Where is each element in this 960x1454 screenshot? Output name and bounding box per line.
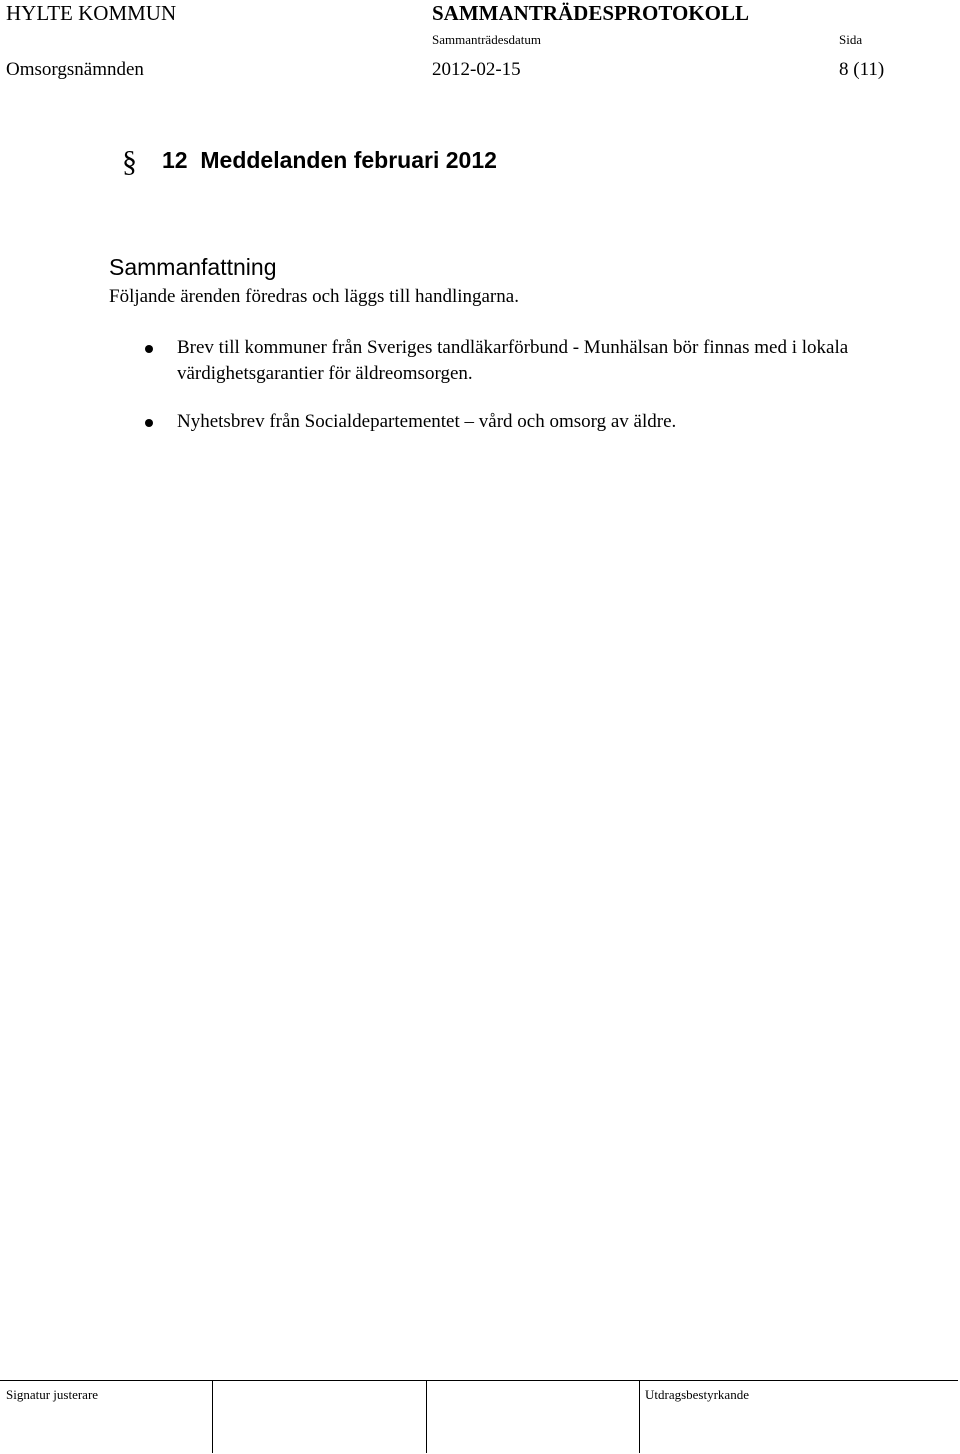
signature-label: Signatur justerare bbox=[6, 1387, 99, 1402]
meeting-date-label: Sammanträdesdatum bbox=[432, 32, 542, 47]
bullet-icon bbox=[145, 419, 153, 427]
section-title: 12 Meddelanden februari 2012 bbox=[162, 147, 497, 173]
extract-certification-label: Utdragsbestyrkande bbox=[645, 1387, 749, 1402]
list-item-text: Nyhetsbrev från Socialdepartementet – vård och omsorg av äldre. bbox=[177, 411, 677, 432]
section-sign-icon: § bbox=[122, 145, 137, 178]
document-type: SAMMANTRÄDESPROTOKOLL bbox=[432, 1, 749, 25]
page-number: 8 (11) bbox=[839, 59, 885, 80]
signature-cell-divider bbox=[639, 1381, 640, 1453]
signature-table bbox=[0, 1380, 958, 1453]
summary-intro: Följande ärenden föredras och läggs till handlingarna. bbox=[109, 286, 519, 307]
signature-cell-divider bbox=[426, 1381, 427, 1453]
board-name: Omsorgsnämnden bbox=[6, 59, 144, 80]
page-label: Sida bbox=[839, 32, 863, 47]
signature-cell-divider bbox=[212, 1381, 213, 1453]
meeting-date: 2012-02-15 bbox=[432, 59, 521, 80]
bullet-icon bbox=[145, 345, 153, 353]
organization-name: HYLTE KOMMUN bbox=[6, 1, 177, 25]
summary-heading: Sammanfattning bbox=[109, 254, 277, 280]
list-item-text: Brev till kommuner från Sveriges tandläkarförbund - Munhälsan bör finnas med i lokala värdighetsgarantier för äldreomsorgen. bbox=[177, 337, 849, 384]
